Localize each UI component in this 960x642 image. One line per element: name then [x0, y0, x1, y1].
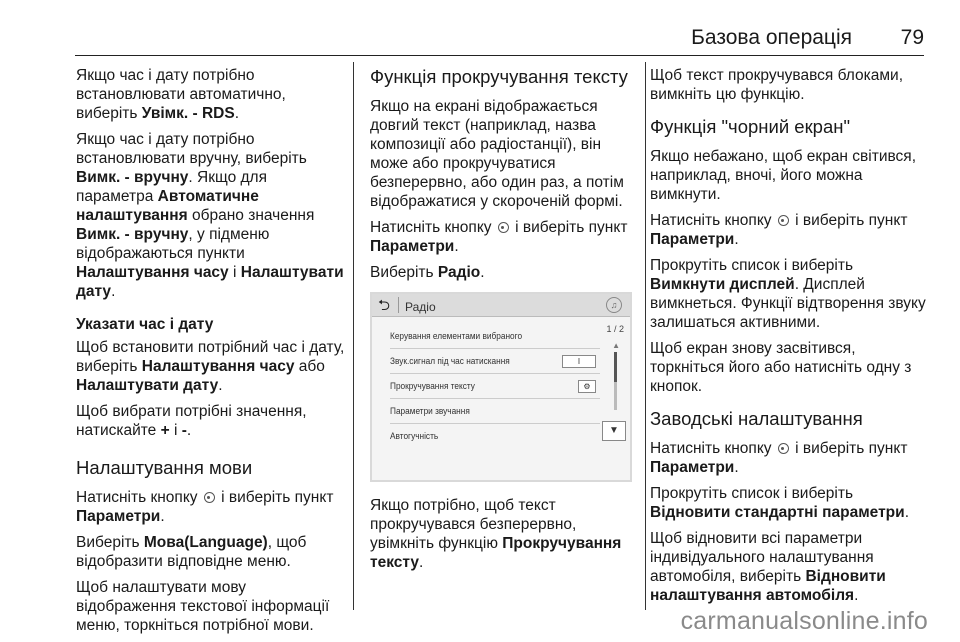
list-item[interactable]: Звук.сигнал під час натискання I: [390, 349, 600, 374]
paragraph: Виберіть Радіо.: [370, 264, 485, 281]
header-divider: [75, 55, 924, 56]
page-title: Базова операція: [691, 26, 852, 49]
paragraph: Якщо потрібно, щоб текст прокручувався безперервно, увімкніть функцію Прокручування тексту.: [370, 497, 622, 571]
column-2: [370, 66, 632, 579]
page-header: [0, 0, 960, 56]
paragraph: Натисніть кнопку і виберіть пункт Параметри.: [76, 489, 334, 525]
scroll-down-button[interactable]: ▼: [602, 421, 626, 441]
paragraph: Виберіть Мова(Language), щоб відобразити відповідне меню.: [76, 534, 307, 570]
paragraph: Якщо небажано, щоб екран світився, наприклад, вночі, його можна вимкнути.: [650, 148, 916, 203]
paragraph: Щоб налаштувати мову відображення текстової інформації меню, торкніться потрібної мови.: [76, 579, 330, 634]
paragraph: Прокрутіть список і виберіть Відновити стандартні параметри.: [650, 485, 909, 521]
heading-black-screen: Функція "чорний екран": [650, 116, 851, 137]
paragraph: Щоб встановити потрібний час і дату, виберіть Налаштування часу або Налаштувати дату.: [76, 339, 345, 394]
heading-text-scroll: Функція прокручування тексту: [370, 66, 628, 87]
list-item[interactable]: Прокручування тексту ⚙: [390, 374, 600, 399]
page-number: 79: [900, 26, 924, 49]
settings-list: [390, 324, 600, 448]
page-indicator: 1 / 2: [606, 324, 624, 334]
paragraph: Прокрутіть список і виберіть Вимкнути дисплей. Дисплей вимкнеться. Функції відтворення звуку залишаться активними.: [650, 257, 926, 331]
settings-icon: [778, 443, 789, 454]
paragraph: Щоб екран знову засвітився, торкніться його або натисніть одну з кнопок.: [650, 340, 912, 395]
watermark: carmanualsonline.info: [680, 607, 928, 635]
scrollbar-thumb[interactable]: [614, 352, 617, 382]
paragraph: Якщо час і дату потрібно встановлювати вручну, виберіть Вимк. - вручну. Якщо для параметра Автоматичне налаштування обрано значення Вимк. - вручну, у підменю відображаються пункти Налаштування часу і Налаштувати дату.: [76, 131, 344, 300]
column-3: [650, 66, 930, 612]
toggle-switch[interactable]: I: [562, 355, 596, 368]
column-divider: [353, 62, 354, 610]
paragraph: Якщо на екрані відображається довгий текст (наприклад, назва композиції або радіостанції), він може або прокручуватися безперервно, або один раз, а потім відображатися у скороченій формі.: [370, 98, 624, 210]
scroll-up-icon[interactable]: ▲: [612, 341, 620, 350]
spin-control[interactable]: ⚙: [578, 380, 596, 393]
screen-title: Радіо: [405, 300, 436, 314]
list-item[interactable]: Автогучність: [390, 431, 439, 441]
screen-header: [372, 294, 630, 317]
back-icon[interactable]: ⮌: [378, 297, 391, 314]
heading-factory-settings: Заводські налаштування: [650, 408, 863, 429]
paragraph: Щоб вибрати потрібні значення, натискайте + і -.: [76, 403, 307, 439]
paragraph: Щоб текст прокручувався блоками, вимкніть цю функцію.: [650, 67, 904, 103]
column-1: [76, 66, 348, 642]
subheading-set-time-date: Указати час і дату: [76, 316, 214, 333]
list-item[interactable]: Керування елементами вибраного: [390, 324, 600, 349]
settings-icon: [778, 215, 789, 226]
settings-icon: [204, 492, 215, 503]
paragraph: Натисніть кнопку і виберіть пункт Параметри.: [370, 219, 628, 255]
column-divider: [645, 62, 646, 610]
list-item[interactable]: Параметри звучання: [390, 399, 600, 424]
paragraph: Натисніть кнопку і виберіть пункт Параметри.: [650, 440, 908, 476]
paragraph: Натисніть кнопку і виберіть пункт Параметри.: [650, 212, 908, 248]
scrollbar[interactable]: [614, 352, 617, 410]
paragraph: Якщо час і дату потрібно встановлювати автоматично, виберіть Увімк. - RDS.: [76, 67, 286, 122]
radio-settings-screenshot: [370, 292, 632, 482]
music-note-icon[interactable]: ♫: [606, 297, 622, 313]
heading-language: Налаштування мови: [76, 457, 253, 478]
paragraph: Щоб відновити всі параметри індивідуального налаштування автомобіля, виберіть Відновити налаштування автомобіля.: [650, 530, 886, 604]
settings-icon: [498, 222, 509, 233]
